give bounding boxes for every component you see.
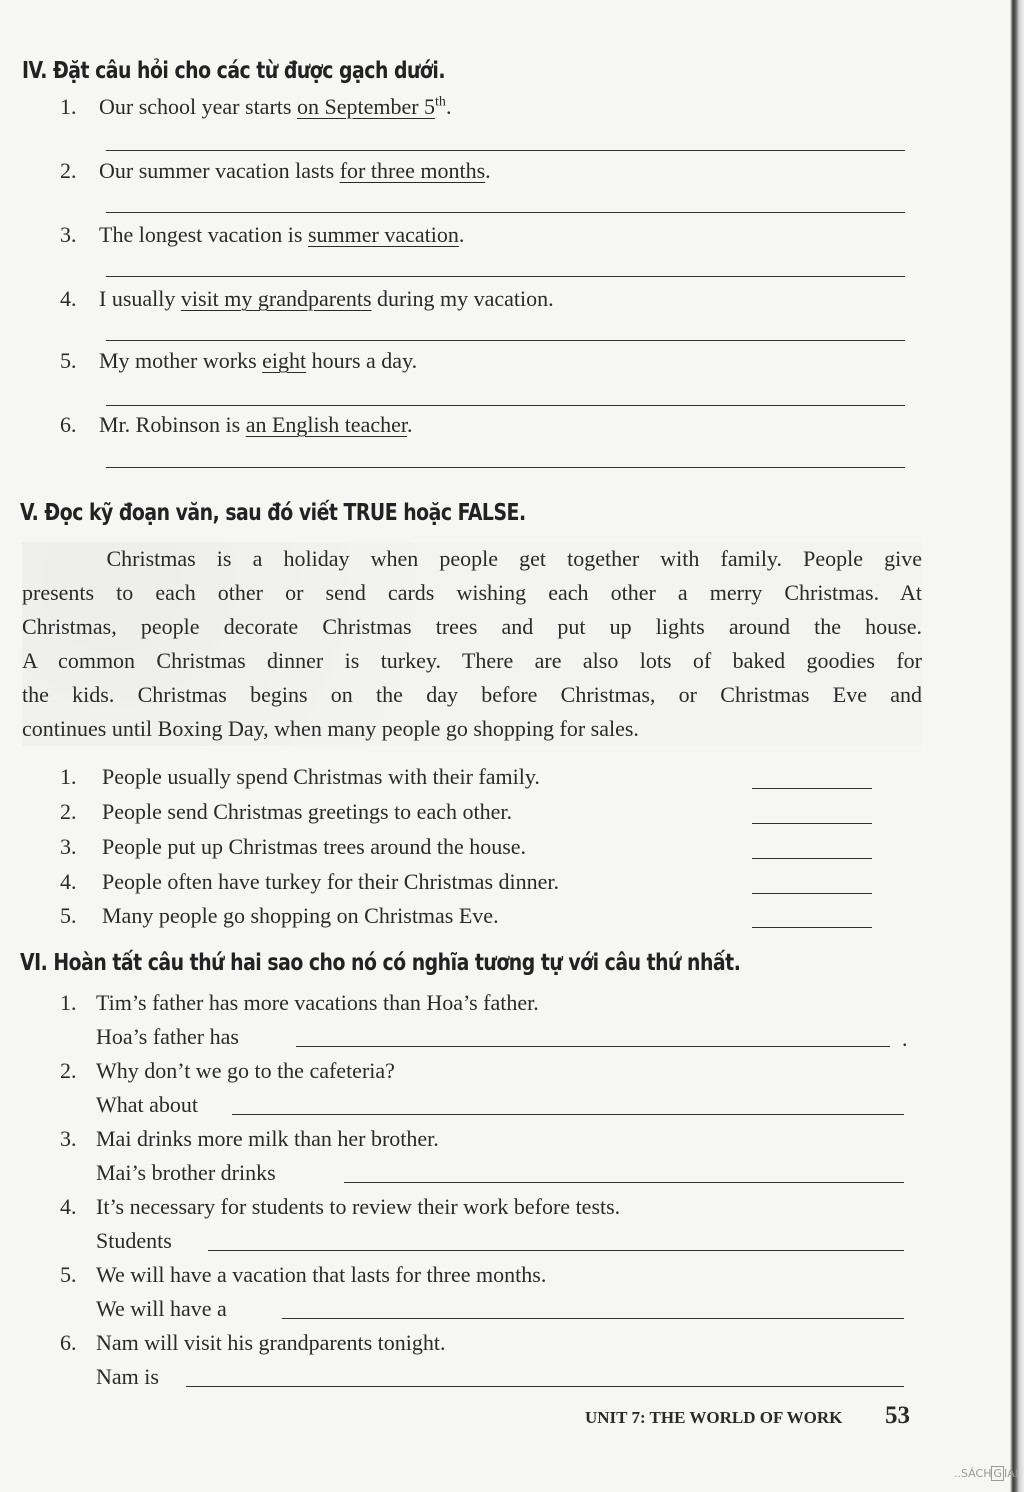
statement-text: People send Christmas greetings to each other. [102, 799, 512, 824]
question-sentence: Our summer vacation lasts for three months. [99, 158, 491, 183]
rewrite-answer-line[interactable] [296, 1046, 890, 1047]
sentence-period: . [902, 1026, 908, 1051]
statement-text: People often have turkey for their Christmas dinner. [102, 869, 559, 894]
list-item-number: 5. [60, 903, 77, 928]
answer-line[interactable] [106, 405, 905, 406]
question-sentence: Mr. Robinson is an English teacher. [99, 412, 413, 437]
passage-line: continues until Boxing Day, when many people go shopping for sales. [22, 716, 639, 741]
section-vi-title: VI. Hoàn tất câu thứ hai sao cho nó có nghĩa tương tự với câu thứ nhất. [20, 950, 741, 976]
original-sentence: Tim’s father has more vacations than Hoa’s father. [96, 990, 539, 1015]
list-item-number: 1. [60, 990, 77, 1015]
original-sentence: Why don’t we go to the cafeteria? [96, 1058, 395, 1083]
list-item-number: 5. [60, 1262, 77, 1287]
true-false-blank[interactable] [752, 858, 872, 859]
statement-text: People usually spend Christmas with their family. [102, 764, 540, 789]
page-edge [1010, 0, 1024, 1492]
section-v-title: V. Đọc kỹ đoạn văn, sau đó viết TRUE hoặc FALSE. [20, 500, 526, 526]
true-false-blank[interactable] [752, 823, 872, 824]
list-item-number: 6. [60, 412, 77, 437]
passage-line: Christmas, people decorate Christmas trees and put up lights around the house. [22, 614, 922, 639]
passage-line: the kids. Christmas begins on the day before Christmas, or Christmas Eve and [22, 682, 922, 707]
rewrite-prompt: Nam is [96, 1364, 159, 1389]
list-item-number: 6. [60, 1330, 77, 1355]
list-item-number: 1. [60, 94, 77, 119]
question-sentence: I usually visit my grandparents during my vacation. [99, 286, 554, 311]
rewrite-prompt: Hoa’s father has [96, 1024, 239, 1049]
answer-line[interactable] [106, 212, 905, 213]
original-sentence: Nam will visit his grandparents tonight. [96, 1330, 446, 1355]
original-sentence: Mai drinks more milk than her brother. [96, 1126, 439, 1151]
question-sentence: The longest vacation is summer vacation. [99, 222, 465, 247]
list-item-number: 4. [60, 1194, 77, 1219]
answer-line[interactable] [106, 150, 905, 151]
rewrite-answer-line[interactable] [208, 1250, 904, 1251]
underlined-phrase: visit my grandparents [180, 286, 372, 311]
rewrite-prompt: We will have a [96, 1296, 227, 1321]
page-number: 53 [885, 1402, 910, 1429]
underlined-phrase: eight [262, 348, 307, 373]
underlined-phrase: on September 5 [296, 94, 436, 119]
answer-line[interactable] [106, 340, 905, 341]
answer-line[interactable] [106, 276, 905, 277]
rewrite-answer-line[interactable] [232, 1114, 904, 1115]
passage-line: Christmas is a holiday when people get together with family. People give [22, 546, 922, 571]
true-false-blank[interactable] [752, 927, 872, 928]
list-item-number: 4. [60, 869, 77, 894]
rewrite-answer-line[interactable] [344, 1182, 904, 1183]
list-item-number: 4. [60, 286, 77, 311]
statement-text: Many people go shopping on Christmas Eve. [102, 903, 499, 928]
underlined-phrase: an English teacher [245, 412, 407, 437]
rewrite-answer-line[interactable] [282, 1318, 904, 1319]
list-item-number: 3. [60, 1126, 77, 1151]
statement-text: People put up Christmas trees around the house. [102, 834, 527, 859]
list-item-number: 2. [60, 799, 77, 824]
passage-line: presents to each other or send cards wishing each other a merry Christmas. At [22, 580, 922, 605]
answer-line[interactable] [106, 467, 905, 468]
list-item-number: 5. [60, 348, 77, 373]
true-false-blank[interactable] [752, 788, 872, 789]
underlined-phrase: for three months [339, 158, 486, 183]
rewrite-prompt: What about [96, 1092, 199, 1117]
section-iv-title: IV. Đặt câu hỏi cho các từ được gạch dưới. [22, 58, 446, 84]
rewrite-prompt: Mai’s brother drinks [96, 1160, 276, 1185]
original-sentence: It’s necessary for students to review their work before tests. [96, 1194, 621, 1219]
list-item-number: 1. [60, 764, 77, 789]
rewrite-answer-line[interactable] [186, 1386, 904, 1387]
list-item-number: 3. [60, 834, 77, 859]
underlined-phrase: summer vacation [307, 222, 459, 247]
list-item-number: 3. [60, 222, 77, 247]
original-sentence: We will have a vacation that lasts for three months. [96, 1262, 547, 1287]
list-item-number: 2. [60, 158, 77, 183]
question-sentence: Our school year starts on September 5th. [99, 94, 452, 119]
footer-unit-title: UNIT 7: THE WORLD OF WORK [585, 1408, 843, 1427]
rewrite-prompt: Students [96, 1228, 172, 1253]
watermark-logo: ..SÁCH G IẢI [954, 1467, 1019, 1480]
true-false-blank[interactable] [752, 893, 872, 894]
list-item-number: 2. [60, 1058, 77, 1083]
passage-line: A common Christmas dinner is turkey. There are also lots of baked goodies for [22, 648, 922, 673]
question-sentence: My mother works eight hours a day. [99, 348, 418, 373]
reading-passage [22, 542, 922, 746]
